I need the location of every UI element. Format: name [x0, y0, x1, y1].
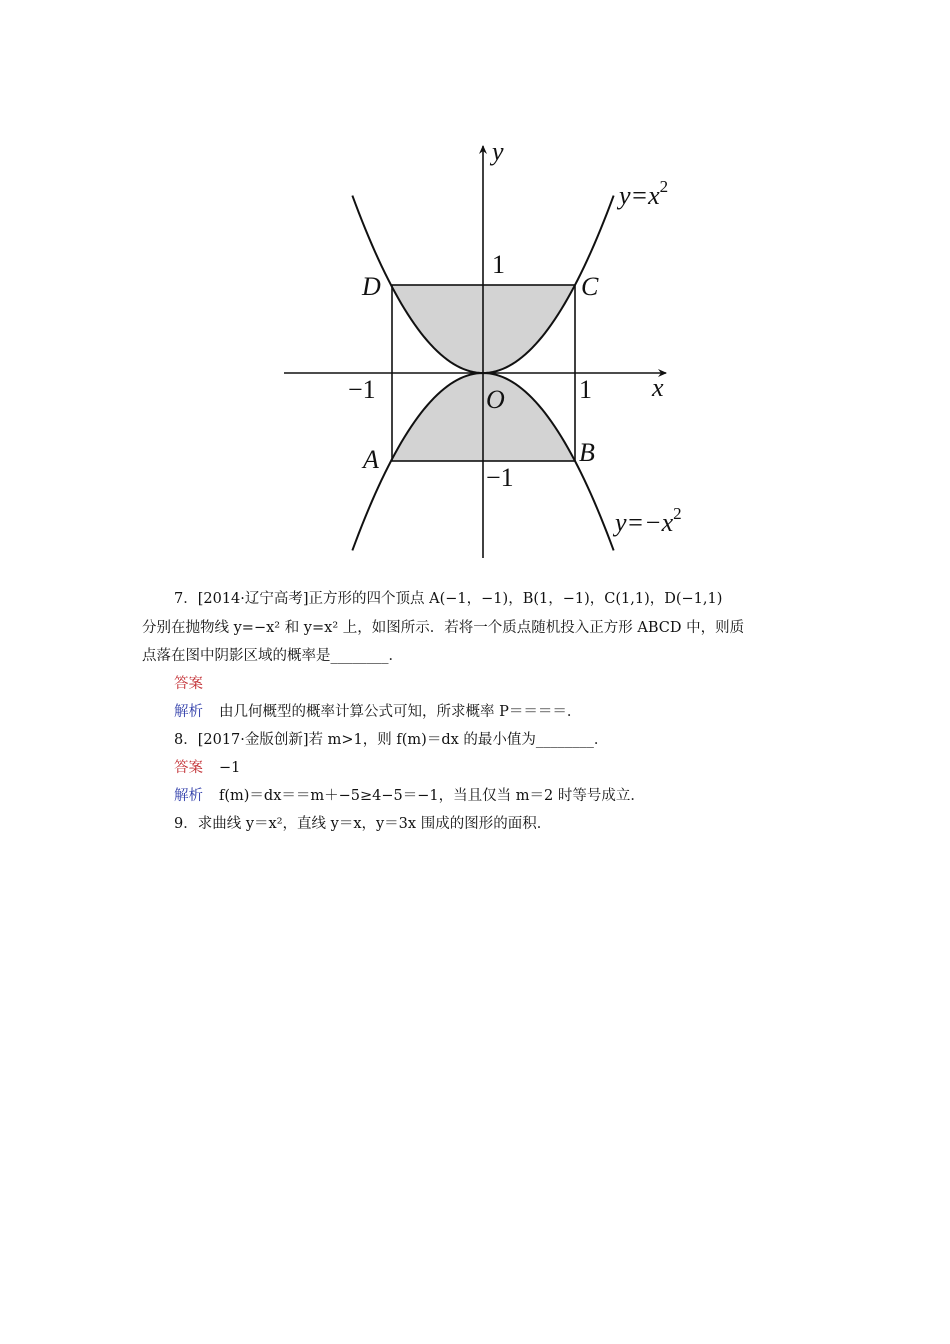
point-label-c: C: [581, 272, 599, 301]
parabola-figure: [262, 124, 718, 566]
answer-label: 答案: [174, 676, 203, 692]
q7-analysis: [174, 702, 581, 722]
y-axis-label: y: [492, 137, 504, 166]
origin-label: O: [486, 385, 505, 414]
point-label-d: D: [362, 272, 381, 301]
analysis-label: 解析: [174, 704, 203, 720]
q8-analysis: [174, 786, 645, 806]
answer-label: 答案: [174, 760, 203, 776]
tick-label-y-pos: 1: [492, 250, 505, 279]
q8-line-1: 8．[2017·金版创新]若 m>1，则 f(m)＝dx 的最小值为________．: [174, 732, 609, 748]
curve-label-lower: $y=-x^2$: [615, 504, 682, 537]
answer-value: −1: [219, 760, 241, 776]
q7-line-1: 7．[2014·辽宁高考]正方形的四个顶点 A(−1，−1)，B(1，−1)，C(1,1)，D(−1,1): [174, 591, 723, 607]
curve-label-upper: $y=x^2$: [619, 177, 669, 210]
q8-answer: [174, 758, 240, 778]
analysis-text: 由几何概型的概率计算公式可知，所求概率 P＝＝＝＝．: [219, 704, 582, 720]
tick-label-x-neg: −1: [348, 375, 376, 404]
q7-line-3: 点落在图中阴影区域的概率是________．: [142, 648, 403, 664]
q9-line-1: 9．求曲线 y＝x²，直线 y＝x，y＝3x 围成的图形的面积．: [174, 816, 552, 832]
point-label-b: B: [579, 438, 595, 467]
tick-label-x-pos: 1: [579, 375, 592, 404]
q7-answer: [174, 674, 219, 694]
analysis-label: 解析: [174, 788, 203, 804]
tick-label-y-neg: −1: [486, 463, 514, 492]
analysis-text: f(m)＝dx＝＝m＋−5≥4−5＝−1，当且仅当 m＝2 时等号成立．: [219, 788, 645, 804]
x-axis-label: x: [652, 373, 664, 402]
q7-line-2: 分别在抛物线 y=−x² 和 y=x² 上，如图所示．若将一个质点随机投入正方形 ABCD 中，则质: [142, 620, 745, 636]
figure-svg: [262, 124, 718, 566]
point-label-a: A: [363, 445, 379, 474]
